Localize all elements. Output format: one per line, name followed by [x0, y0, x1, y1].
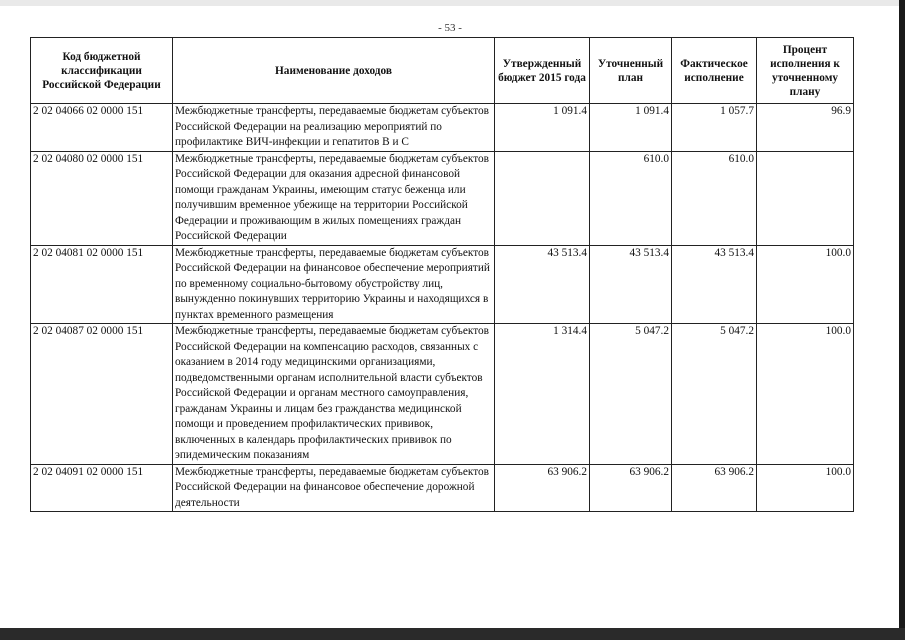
- table-row: [31, 151, 854, 245]
- row-approved: 63 906.2: [495, 464, 590, 512]
- row-code: 2 02 04066 02 0000 151: [31, 104, 173, 152]
- row-actual: 610.0: [672, 151, 757, 245]
- header-code: Код бюджетной классификации Российской Федерации: [31, 38, 173, 104]
- row-percent: 100.0: [757, 324, 854, 465]
- row-percent: 100.0: [757, 464, 854, 512]
- page-number: - 53 -: [438, 22, 462, 34]
- row-revised: 5 047.2: [590, 324, 672, 465]
- scan-edge-top: [0, 0, 905, 6]
- row-actual: 5 047.2: [672, 324, 757, 465]
- header-actual: Фактическое исполнение: [672, 38, 757, 104]
- row-percent: [757, 151, 854, 245]
- row-approved: 1 314.4: [495, 324, 590, 465]
- row-name: Межбюджетные трансферты, передаваемые бюджетам субъектов Российской Федерации на компенсацию расходов, связанных с оказанием в 2014 году медицинскими организациями, подведомственными органам исполнительной власти субъектов Российской Федерации и органам местного самоуправления, гражданам Украины и лицам без гражданства медицинской помощи и проведением профилактических прививок, включенных в календарь профилактических прививок по эпидемическим показаниям: [173, 324, 495, 465]
- row-revised: 610.0: [590, 151, 672, 245]
- row-approved: 43 513.4: [495, 245, 590, 324]
- row-actual: 43 513.4: [672, 245, 757, 324]
- row-percent: 96.9: [757, 104, 854, 152]
- row-revised: 63 906.2: [590, 464, 672, 512]
- scan-edge-bottom: [0, 628, 905, 640]
- table-row: [31, 245, 854, 324]
- header-percent: Процент исполнения к уточненному плану: [757, 38, 854, 104]
- scan-edge-right: [899, 0, 905, 640]
- row-name: Межбюджетные трансферты, передаваемые бюджетам субъектов Российской Федерации на финансовое обеспечение мероприятий по временному социально-бытовому обустройству лиц, вынужденно покинувших территорию Украины и находящихся в пунктах временного размещения: [173, 245, 495, 324]
- row-name: Межбюджетные трансферты, передаваемые бюджетам субъектов Российской Федерации на финансовое обеспечение дорожной деятельности: [173, 464, 495, 512]
- budget-revenue-table: [30, 37, 854, 512]
- table-row: [31, 464, 854, 512]
- table-row: [31, 324, 854, 465]
- row-actual: 1 057.7: [672, 104, 757, 152]
- header-approved: Утвержденный бюджет 2015 года: [495, 38, 590, 104]
- row-approved: [495, 151, 590, 245]
- row-code: 2 02 04080 02 0000 151: [31, 151, 173, 245]
- row-name: Межбюджетные трансферты, передаваемые бюджетам субъектов Российской Федерации для оказания адресной финансовой помощи гражданам Украины, имеющим статус беженца или получившим временное убежище на территории Российской Федерации и проживающим в жилых помещениях граждан Российской Федерации: [173, 151, 495, 245]
- header-name: Наименование доходов: [173, 38, 495, 104]
- row-code: 2 02 04081 02 0000 151: [31, 245, 173, 324]
- table-row: [31, 104, 854, 152]
- table-header-row: [31, 38, 854, 104]
- row-revised: 1 091.4: [590, 104, 672, 152]
- row-name: Межбюджетные трансферты, передаваемые бюджетам субъектов Российской Федерации на реализацию мероприятий по профилактике ВИЧ-инфекции и гепатитов В и С: [173, 104, 495, 152]
- row-percent: 100.0: [757, 245, 854, 324]
- row-approved: 1 091.4: [495, 104, 590, 152]
- row-revised: 43 513.4: [590, 245, 672, 324]
- row-actual: 63 906.2: [672, 464, 757, 512]
- row-code: 2 02 04091 02 0000 151: [31, 464, 173, 512]
- row-code: 2 02 04087 02 0000 151: [31, 324, 173, 465]
- header-revised: Уточненный план: [590, 38, 672, 104]
